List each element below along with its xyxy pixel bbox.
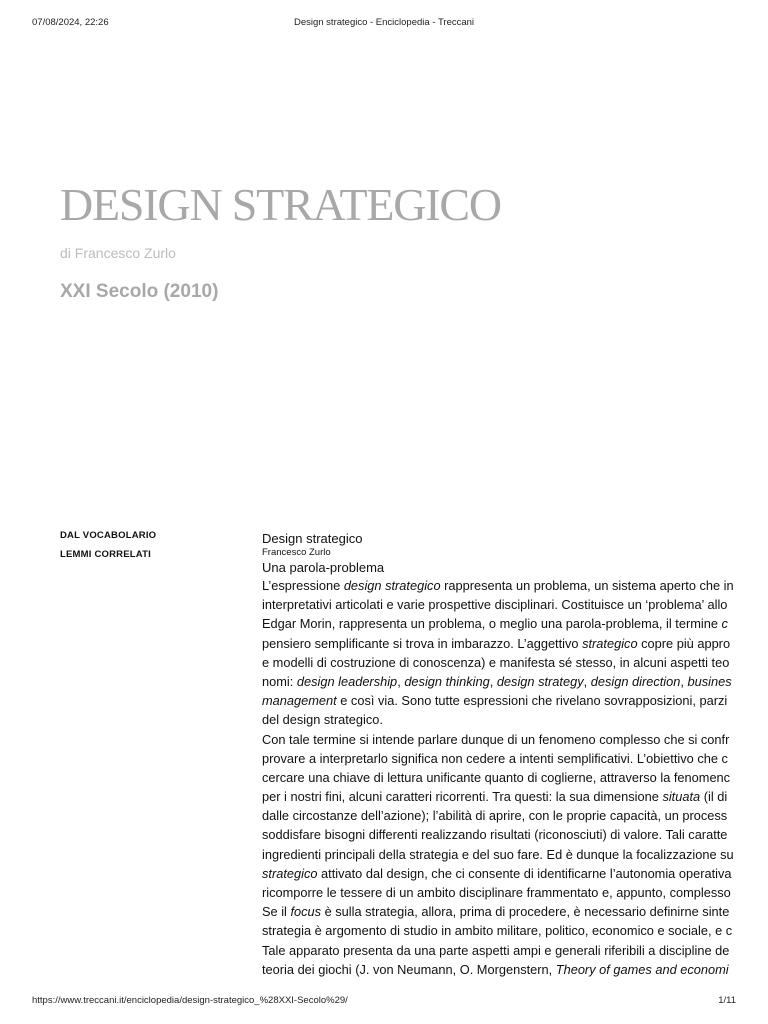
text-run: Se il	[262, 904, 291, 920]
sidebar-link-dal-vocabolario[interactable]: DAL VOCABOLARIO	[60, 530, 157, 541]
article-text-line	[262, 902, 768, 921]
text-run: Con tale termine si intende parlare dunque di un fenomeno complesso che si confr	[262, 731, 730, 747]
italic-term: management	[262, 693, 337, 709]
text-run: copre più appro	[637, 635, 731, 651]
article-text-line	[262, 691, 768, 710]
text-run: è sulla strategia, allora, prima di procedere, è necessario definirne sinte	[321, 904, 730, 920]
text-run: e così via. Sono tutte espressioni che rivelano sovrapposizioni, parzi	[336, 693, 728, 709]
article-text-line	[262, 883, 768, 902]
text-run: ingredienti principali della strategia e del suo fare. Ed è dunque la focalizzazione su	[262, 846, 734, 862]
print-datetime: 07/08/2024, 22:26	[32, 17, 109, 28]
article-text-line	[262, 653, 768, 672]
article-text-line	[262, 921, 768, 940]
italic-term: design leadership	[296, 673, 398, 689]
text-run: Tale apparato presenta da una parte aspetti ampi e generali riferibili a discipline de	[262, 942, 730, 958]
article-body	[262, 531, 768, 991]
text-run: strategia è argomento di studio in ambito militare, politico, economico e sociale, e c	[262, 923, 733, 939]
article-text-line	[262, 825, 768, 844]
text-run: per i nostri fini, alcuni caratteri ricorrenti. Tra questi: la sua dimensione	[262, 789, 663, 805]
italic-term: design direction	[590, 673, 681, 689]
section-heading: Una parola-problema	[262, 560, 385, 575]
text-run: rappresenta un problema, un sistema aperto che in	[440, 578, 734, 593]
article-text-line	[262, 634, 768, 653]
author-byline: di Francesco Zurlo	[60, 245, 176, 261]
italic-term: design thinking	[404, 673, 490, 689]
article-text-line	[262, 595, 768, 614]
italic-term: strategico	[262, 865, 318, 881]
edition-label: XXI Secolo (2010)	[60, 281, 219, 302]
article-text-line	[262, 749, 768, 768]
text-run: attivato dal design, che ci consente di identificarne l’autonomia operativa	[317, 865, 732, 881]
italic-term: strategico	[582, 635, 638, 651]
text-run: nomi:	[262, 673, 297, 689]
italic-term: Theory of games and economi	[555, 961, 729, 977]
article-text-line	[262, 710, 768, 729]
text-run: provare a interpretarlo significa non cedere a intenti semplificativi. L’obiettivo che c	[262, 750, 728, 766]
article-text-line	[262, 614, 768, 633]
text-run: ,	[489, 673, 497, 689]
article-text-line	[262, 787, 768, 806]
page-title: DESIGN STRATEGICO	[60, 179, 501, 230]
italic-term: focus	[290, 904, 322, 920]
text-run: L’espressione	[262, 578, 344, 593]
page-number: 1/11	[718, 995, 736, 1006]
article-text-line	[262, 960, 768, 979]
sidebar-links	[60, 530, 156, 568]
article-text-line	[262, 576, 768, 595]
print-url: https://www.treccani.it/enciclopedia/design-strategico_%28XXI-Secolo%29/	[32, 995, 348, 1006]
italic-term: situata	[662, 789, 701, 805]
text-run: dalle circostanze dell’azione); l’abilità di aprire, con le proprie capacità, un process	[262, 808, 728, 824]
text-run: ,	[583, 673, 591, 689]
text-run: pensiero semplificante si trova in imbarazzo. L’aggettivo	[262, 635, 583, 651]
article-text-line	[262, 941, 768, 960]
italic-term: design strategico	[343, 578, 441, 593]
text-run: interpretativi articolati e varie prospettive disciplinari. Costituisce un ‘problema’ allo	[262, 597, 728, 613]
article-text-line	[262, 768, 768, 787]
text-run: ricomporre le tessere di un ambito disciplinare frammentato e, appunto, complesso	[262, 885, 731, 900]
sidebar-link-lemmi-correlati[interactable]: LEMMI CORRELATI	[60, 549, 151, 560]
text-run: ,	[680, 673, 688, 689]
text-run: Edgar Morin, rappresenta un problema, o meglio una parola-problema, il termine	[262, 616, 722, 632]
text-run: (il di	[700, 789, 728, 805]
article-title: Design strategico	[262, 531, 363, 546]
article-author: Francesco Zurlo	[262, 547, 331, 558]
italic-term: c	[721, 616, 728, 632]
print-page-title: Design strategico - Enciclopedia - Treccani	[293, 17, 475, 28]
article-text-line	[262, 672, 768, 691]
text-run: teoria dei giochi (J. von Neumann, O. Morgenstern,	[262, 961, 556, 977]
italic-term: busines	[687, 673, 732, 689]
article-text-line	[262, 864, 768, 883]
article-paragraphs	[262, 576, 768, 979]
article-text-line	[262, 806, 768, 825]
article-text-line	[262, 730, 768, 749]
text-run: soddisfare bisogni differenti realizzando risultati (riconosciuti) di valore. Tali caratte	[262, 827, 728, 843]
text-run: ,	[397, 673, 405, 689]
text-run: del design strategico.	[262, 712, 383, 728]
italic-term: design strategy	[496, 673, 584, 689]
text-run: e modelli di costruzione di conoscenza) e manifesta sé stesso, in alcuni aspetti teo	[262, 654, 730, 670]
text-run: cercare una chiave di lettura unificante quanto di coglierne, attraverso la fenomenc	[262, 769, 731, 785]
article-text-line	[262, 845, 768, 864]
